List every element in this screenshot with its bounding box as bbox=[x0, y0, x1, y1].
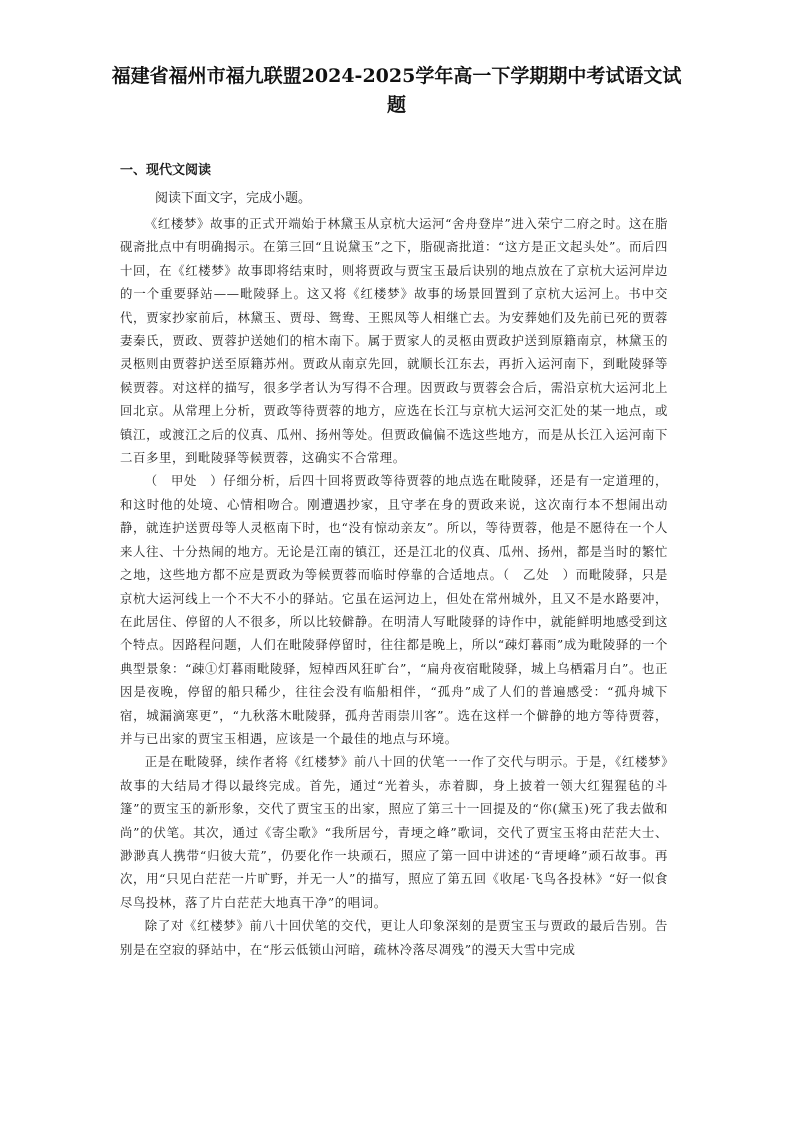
section-heading: 一、现代文阅读 bbox=[120, 163, 212, 178]
document-title: 福建省福州市福九联盟2024-2025学年高一下学期期中考试语文试题 bbox=[111, 65, 682, 116]
passage-paragraph-3: 正是在毗陵驿，续作者将《红楼梦》前八十回的伏笔一一作了交代与明示。于是，《红楼梦》故事的大结局才得以最终完成。首先，通过“光着头，赤着脚，身上披着一领大红猩猩毡的斗篷”的贾宝玉的新形象，交代了贾宝玉的出家，照应了第三十一回提及的“你(黛玉)死了我去做和尚”的伏笔。其次，通过《寄尘歌》“我所居兮，青埂之峰”歌词，交代了贾宝玉将由茫茫大士、渺渺真人携带“归彼大荒”，仍要化作一块顽石，照应了第一回中讲述的“青埂峰”顽石故事。再次，用“只见白茫茫一片旷野，并无一人”的描写，照应了第五回《收尾·飞鸟各投林》“好一似食尽鸟投林，落了片白茫茫大地真干净”的唱词。 bbox=[120, 754, 668, 910]
reading-instruction: 阅读下面文字，完成小题。 bbox=[155, 191, 312, 206]
passage-paragraph-1: 《红楼梦》故事的正式开端始于林黛玉从京杭大运河“舍舟登岸”进入荣宁二府之时。这在脂砚斋批点中有明确揭示。在第三回“且说黛玉”之下，脂砚斋批道：“这方是正文起头处”。而后四十回，在《红楼梦》故事即将结束时，则将贾政与贾宝玉最后诀别的地点放在了京杭大运河岸边的一个重要驿站——毗陵驿上。这又将《红楼梦》故事的场景回置到了京杭大运河上。书中交代，贾家抄家前后，林黛玉、贾母、鸳鸯、王熙凤等人相继亡去。为安葬她们及先前已死的贾蓉妻秦氏，贾政、贾蓉护送她们的棺木南下。属于贾家人的灵柩由贾政护送到原籍南京，林黛玉的灵柩则由贾蓉护送至原籍苏州。贾政从南京先回，就顺长江东去，再折入运河南下，到毗陵驿等候贾蓉。对这样的描写，很多学者认为写得不合理。因贾政与贾蓉会合后，需沿京杭大运河北上回北京。从常理上分析，贾政等待贾蓉的地方，应选在长江与京杭大运河交汇处的某一地点，或镇江，或渡江之后的仪真、瓜州、扬州等处。但贾政偏偏不选这些地方，而是从长江入运河南下二百多里，到毗陵驿等候贾蓉，这确实不合常理。 bbox=[120, 216, 668, 466]
passage-paragraph-2: （ 甲处 ）仔细分析，后四十回将贾政等待贾蓉的地点选在毗陵驿，还是有一定道理的，和这时他的处境、心情相吻合。刚遭遇抄家，且守孝在身的贾政来说，这次南行本不想闹出动静，就连护送贾母等人灵柩南下时，也“没有惊动亲友”。所以，等待贾蓉，他是不愿待在一个人来人往、十分热闹的地方。无论是江南的镇江，还是江北的仪真、瓜州、扬州，都是当时的繁忙之地，这些地方都不应是贾政为等候贾蓉而临时停靠的合适地点。（ 乙处 ）而毗陵驿，只是京杭大运河线上一个不大不小的驿站。它虽在运河边上，但处在常州城外，且又不是水路要冲，在此居住、停留的人不很多，所以比较僻静。在明清人写毗陵驿的诗作中，就能鲜明地感受到这个特点。因路程问题，人们在毗陵驿停留时，往往都是晚上，所以“疎灯暮雨”成为毗陵驿的一个典型景象：“疎①灯暮雨毗陵驿，短棹西风狂旷台”，“扁舟夜宿毗陵驿，城上乌栖霜月白”。也正因是夜晚，停留的船只稀少，往往会没有临船相伴，“孤舟”成了人们的普遍感受：“孤舟城下宿，城漏滴寒更”，“九秋落木毗陵驿，孤舟苦雨崇川客”。选在这样一个僻静的地方等待贾蓉，并与已出家的贾宝玉相遇，应该是一个最佳的地点与环境。 bbox=[120, 473, 668, 746]
reading-passage bbox=[120, 212, 668, 961]
passage-paragraph-4: 除了对《红楼梦》前八十回伏笔的交代，更让人印象深刻的是贾宝玉与贾政的最后告别。告别是在空寂的驿站中，在“彤云低锁山河暗，疏林冷落尽凋残”的漫天大雪中完成 bbox=[120, 918, 668, 957]
